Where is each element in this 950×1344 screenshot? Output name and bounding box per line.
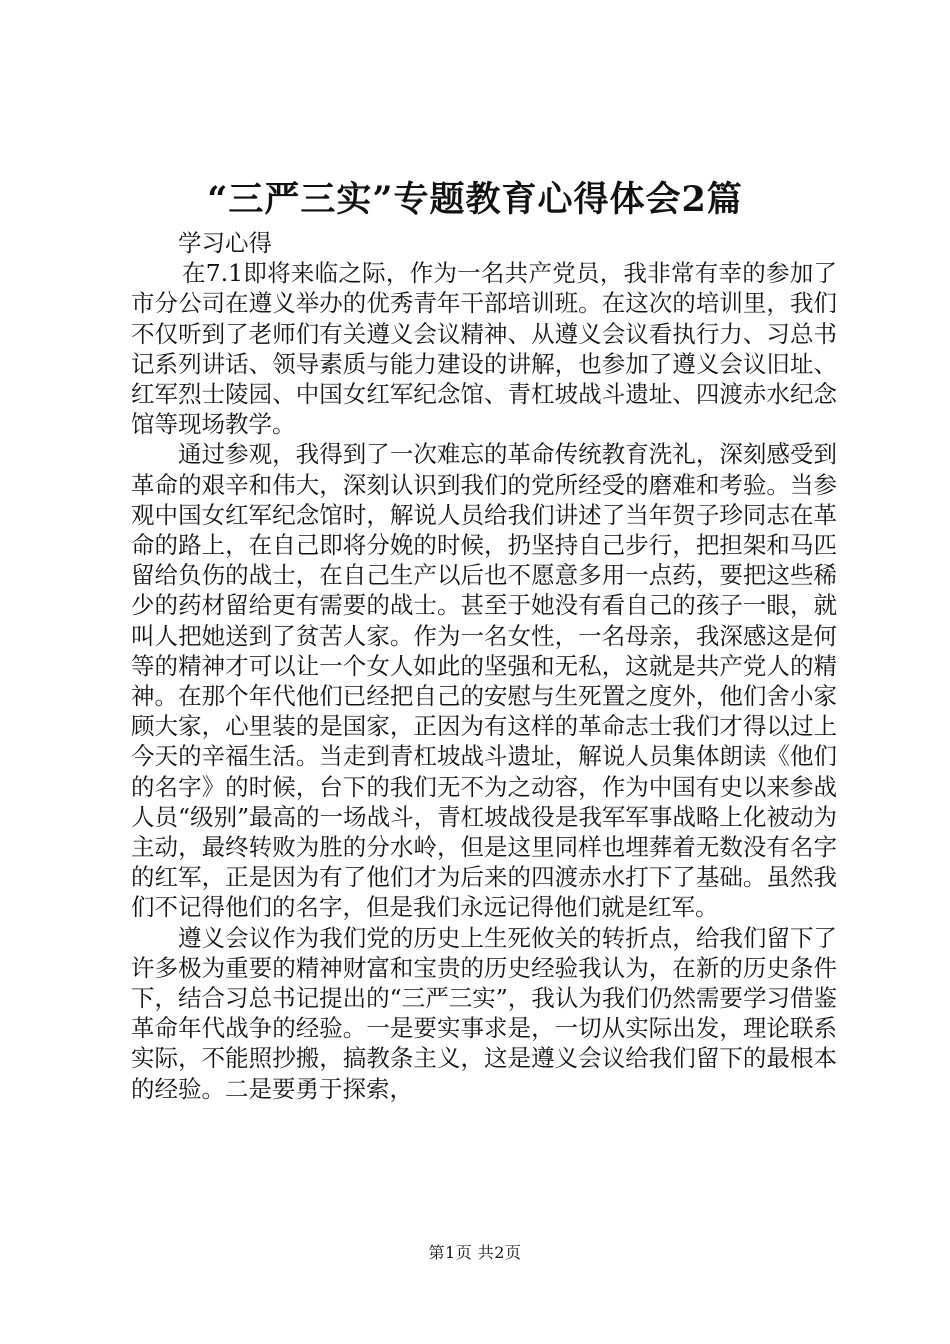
page-footer: 第1页 共2页 bbox=[428, 1243, 522, 1262]
paragraph-3: 遵义会议作为我们党的历史上生死攸关的转折点，给我们留下了许多极为重要的精神财富和宝贵的历史经验我认为，在新的历史条件下，结合习总书记提出的“三严三实”，我认为我们仍然需要学习借鉴革命年代战争的经验。一是要实事求是，一切从实际出发，理论联系实际，不能照抄搬，搞教条主义，这是遵义会议给我们留下的最根本的经验。二是要勇于探索， bbox=[131, 923, 837, 1103]
section-subtitle: 学习心得 bbox=[178, 229, 272, 257]
document-title: “三严三实”专题教育心得体会2篇 bbox=[207, 179, 743, 220]
document-body bbox=[131, 228, 837, 1104]
paragraph-1: 在7.1即将来临之际，作为一名共产党员，我非常有幸的参加了市分公司在遵义举办的优秀青年干部培训班。在这次的培训里，我们不仅听到了老师们有关遵义会议精神、从遵义会议看执行力、习总书记系列讲话、领导素质与能力建设的讲解，也参加了遵义会议旧址、红军烈士陵园、中国女红军纪念馆、青杠坡战斗遗址、四渡赤水纪念馆等现场教学。 bbox=[131, 259, 837, 439]
paragraph-2: 通过参观，我得到了一次难忘的革命传统教育洗礼，深刻感受到革命的艰辛和伟大，深刻认识到我们的党所经受的磨难和考验。当参观中国女红军纪念馆时，解说人员给我们讲述了当年贺子珍同志在革命的路上，在自己即将分娩的时候，扔坚持自己步行，把担架和马匹留给负伤的战士，在自己生产以后也不愿意多用一点药，要把这些稀少的药材留给更有需要的战士。甚至于她没有看自己的孩子一眼，就叫人把她送到了贫苦人家。作为一名女性，一名母亲，我深感这是何等的精神才可以让一个女人如此的坚强和无私，这就是共产党人的精神。在那个年代他们已经把自己的安慰与生死置之度外，他们舍小家顾大家，心里装的是国家，正因为有这样的革命志士我们才得以过上今天的辛福生活。当走到青杠坡战斗遗址，解说人员集体朗读《他们的名字》的时候，台下的我们无不为之动容，作为中国有史以来参战人员“级别”最高的一场战斗，青杠坡战役是我军军事战略上化被动为主动，最终转败为胜的分水岭，但是这里同样也埋葬着无数没有名字的红军，正是因为有了他们才为后来的四渡赤水打下了基础。虽然我们不记得他们的名字，但是我们永远记得他们就是红军。 bbox=[131, 440, 837, 922]
